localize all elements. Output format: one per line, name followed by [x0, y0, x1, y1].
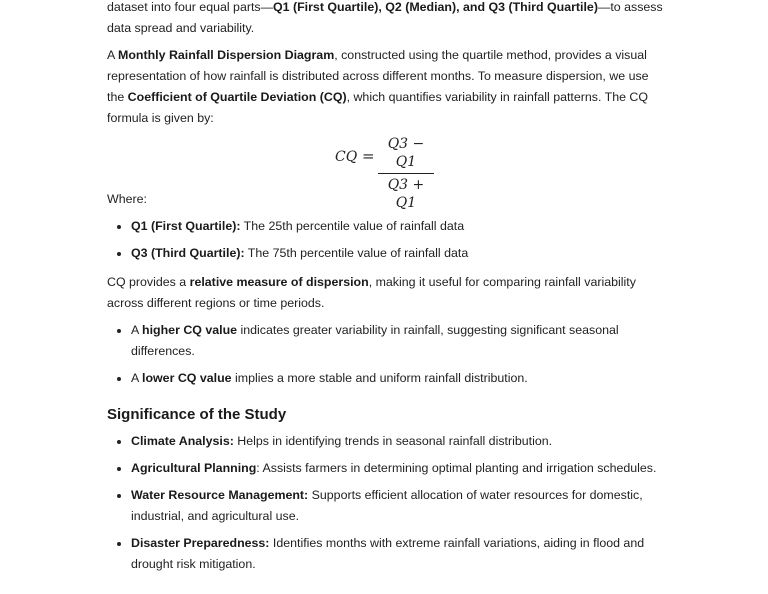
bullet-icon — [117, 377, 121, 381]
intro-text-start: dataset into four equal parts— — [107, 0, 273, 14]
formula-equals: = — [362, 147, 375, 165]
definition-desc: The 25th percentile value of rainfall data — [240, 219, 465, 233]
quartiles-bold: Q1 (First Quartile), Q2 (Median), and Q3 (Third Quartile) — [273, 0, 598, 14]
para1-text-c: , constructed using the quartile method, provides a visual representation of how rainfall is distributed across different months. To measure dispersion, we use the — [107, 48, 649, 104]
bullet-icon — [117, 329, 121, 333]
formula-fraction — [377, 135, 435, 212]
significance-term: Water Resource Management: — [131, 488, 309, 502]
cq-notes-list — [107, 320, 667, 389]
significance-term: Agricultural Planning — [131, 461, 257, 475]
list-item — [107, 485, 667, 527]
significance-term: Disaster Preparedness: — [131, 536, 270, 550]
note-desc: implies a more stable and uniform rainfall distribution. — [231, 371, 528, 385]
para2-text-c: , making it useful for comparing rainfall variability across different regions or time periods. — [107, 275, 636, 310]
relative-measure-bold: relative measure of dispersion — [189, 275, 369, 289]
bullet-icon — [117, 494, 121, 498]
list-item — [107, 533, 667, 575]
definitions-list — [107, 216, 667, 264]
significance-term: Climate Analysis: — [131, 434, 234, 448]
para1-text-a: A — [107, 48, 119, 62]
formula-numerator: Q3 − Q1 — [387, 136, 425, 170]
significance-desc: Supports efficient allocation of water resources for domestic, industrial, and agricultural use. — [131, 488, 643, 523]
bullet-icon — [117, 467, 121, 471]
bullet-icon — [117, 440, 121, 444]
note-term: higher CQ value — [142, 323, 238, 337]
intro-paragraph — [107, 0, 667, 39]
section-heading: Significance of the Study — [107, 406, 287, 423]
significance-list — [107, 431, 667, 575]
note-term: lower CQ value — [142, 371, 232, 385]
definition-desc: The 75th percentile value of rainfall data — [244, 246, 469, 260]
list-item — [107, 320, 667, 362]
list-item — [107, 216, 667, 237]
significance-desc: Helps in identifying trends in seasonal rainfall distribution. — [233, 434, 553, 448]
relative-measure-paragraph — [107, 272, 667, 314]
note-desc: indicates greater variability in rainfall, suggesting significant seasonal differences. — [131, 323, 619, 358]
note-prefix: A — [131, 323, 143, 337]
significance-desc: Identifies months with extreme rainfall variations, aiding in flood and drought risk mitigation. — [131, 536, 645, 571]
significance-desc: : Assists farmers in determining optimal planting and irrigation schedules. — [256, 461, 657, 475]
bullet-icon — [117, 225, 121, 229]
para2-text-a: CQ provides a — [107, 275, 190, 289]
list-item — [107, 368, 667, 389]
para1-text-d: , which quantifies variability in rainfall patterns. The CQ formula is given by: — [107, 90, 649, 125]
dispersion-paragraph — [107, 45, 667, 129]
formula-lhs: CQ — [335, 149, 358, 165]
document-body — [107, 0, 667, 583]
formula-denominator: Q3 + Q1 — [387, 177, 425, 211]
intro-text-end: —to assess data spread and variability. — [107, 0, 663, 35]
list-item — [107, 431, 667, 452]
note-prefix: A — [131, 371, 143, 385]
bullet-icon — [117, 542, 121, 546]
definition-term: Q3 (Third Quartile): — [131, 246, 245, 260]
definition-term: Q1 (First Quartile): — [131, 219, 241, 233]
bullet-icon — [117, 252, 121, 256]
diagram-name-bold: Monthly Rainfall Dispersion Diagram — [118, 48, 335, 62]
where-label: Where: — [107, 192, 147, 206]
cq-name-bold: Coefficient of Quartile Deviation (CQ) — [127, 90, 347, 104]
list-item — [107, 243, 667, 264]
list-item — [107, 458, 667, 479]
